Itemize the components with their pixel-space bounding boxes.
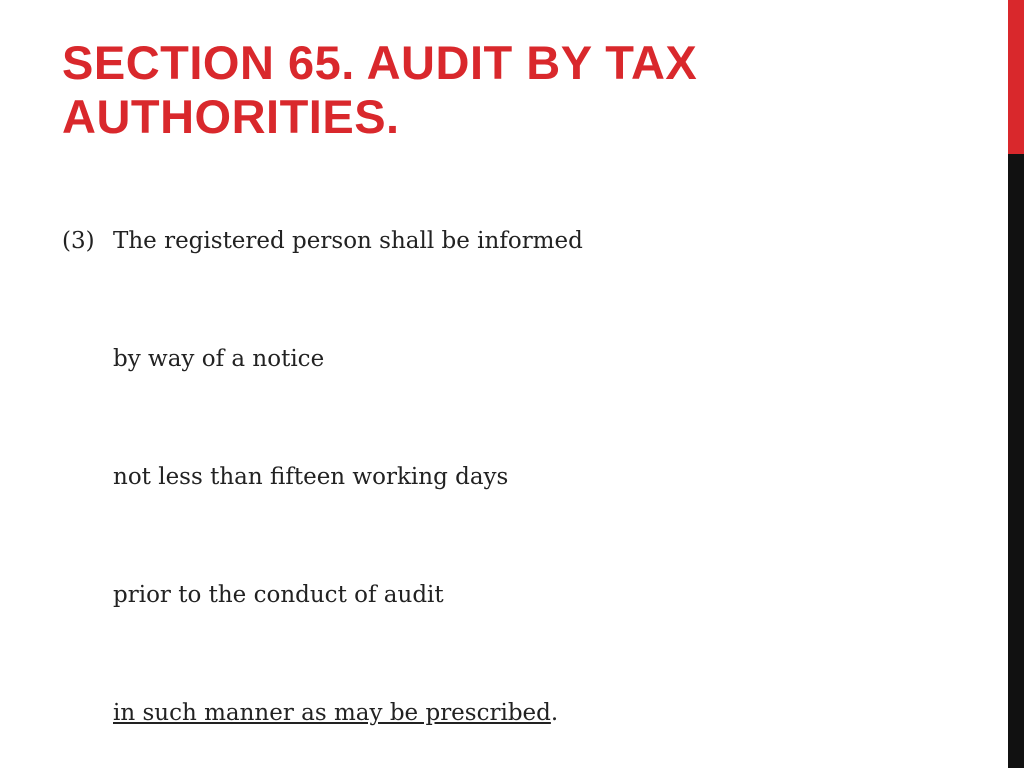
clause-line-2: by way of a notice (113, 346, 325, 372)
clause-number: (3) (62, 228, 95, 254)
side-bar (1008, 0, 1024, 768)
clause-line-5 (113, 700, 558, 726)
clause-line-3: not less than fifteen working days (113, 464, 509, 490)
line-end-period: . (550, 700, 559, 726)
side-bar-accent (1008, 0, 1024, 154)
clause-line-4: prior to the conduct of audit (113, 582, 444, 608)
clause-line-1 (62, 228, 583, 254)
prescribed-manner-text: in such manner as may be prescribed (113, 700, 551, 726)
slide-title: SECTION 65. AUDIT BY TAX AUTHORITIES. (62, 36, 698, 143)
clause-text-1: The registered person shall be informed (113, 228, 583, 254)
